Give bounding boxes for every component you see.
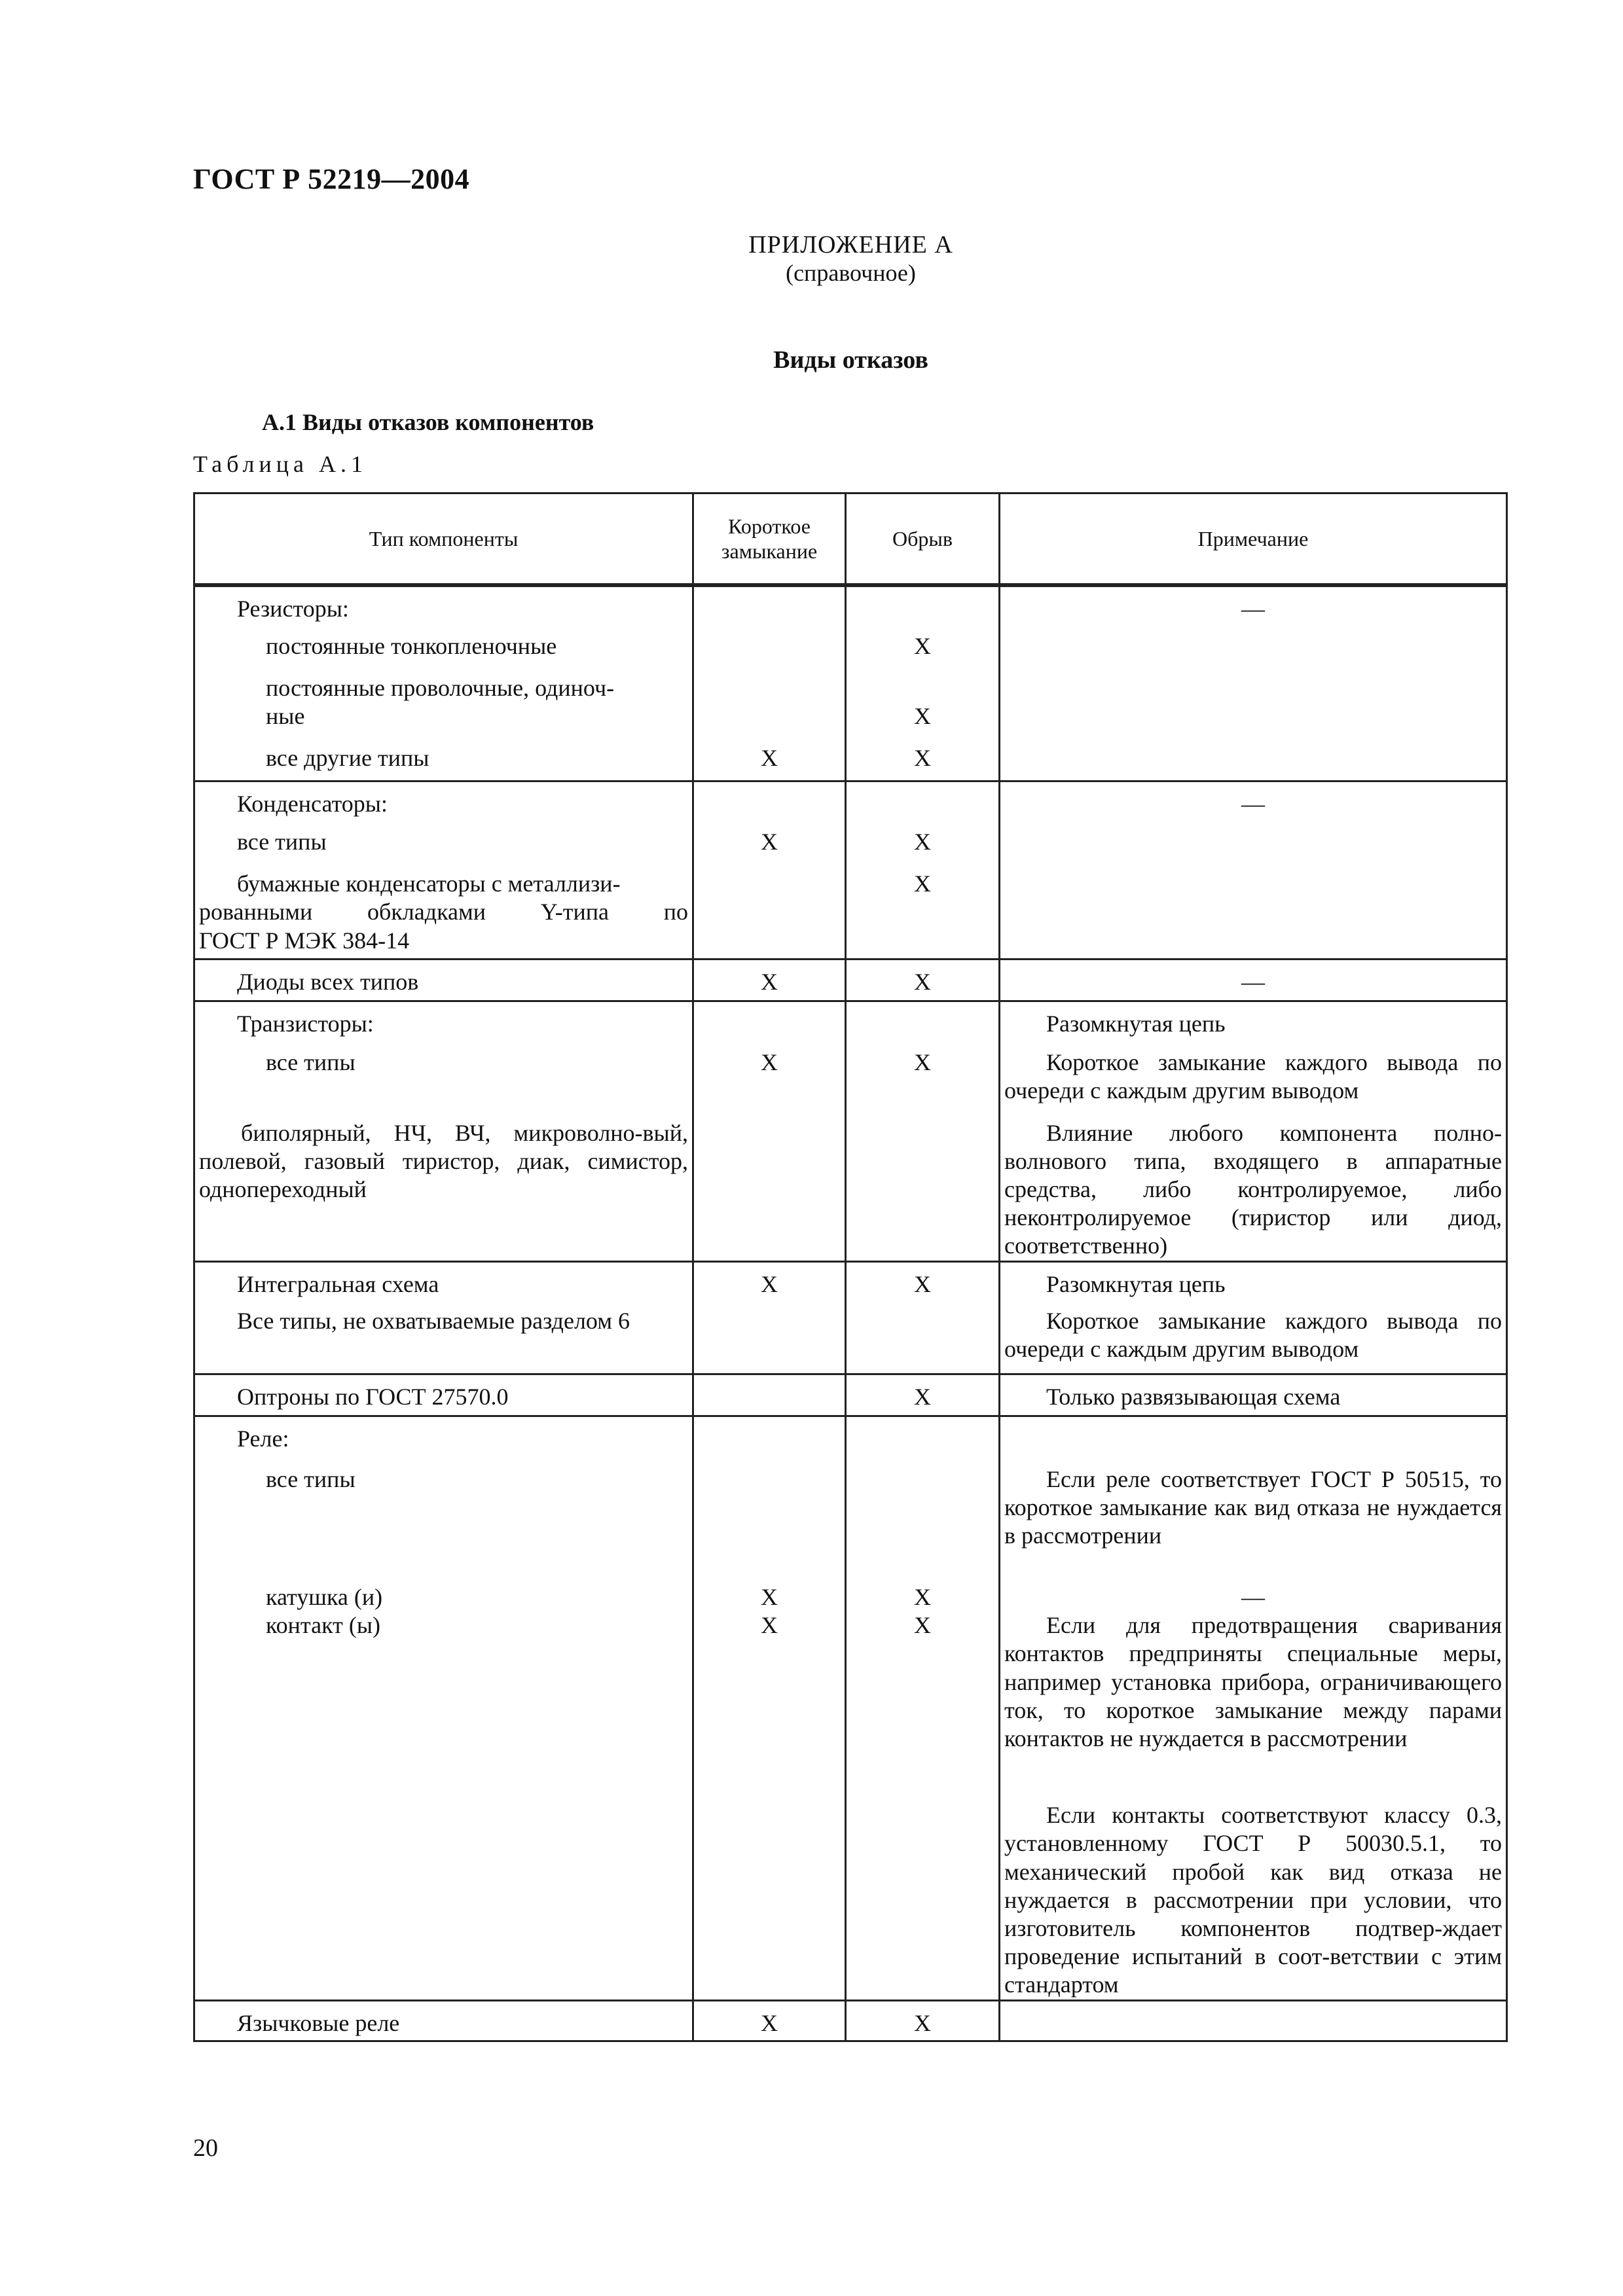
cell-note xyxy=(1000,898,1507,926)
cell-short-circuit xyxy=(693,1416,846,1459)
cell-note: Разомкнутая цепь xyxy=(1000,1261,1507,1302)
cell-short-circuit: X xyxy=(693,960,846,1001)
table-row xyxy=(194,865,1507,898)
cell-note: Если реле соответствует ГОСТ Р 50515, то короткое замыкание как вид отказа не нуждается в рассмотрении xyxy=(1000,1459,1507,1583)
table-row xyxy=(194,1374,1507,1416)
cell-note xyxy=(1000,1416,1507,1459)
cell-short-circuit: X xyxy=(693,1583,846,1611)
cell-note: Только развязывающая схема xyxy=(1000,1374,1507,1416)
cell-short-circuit xyxy=(693,1795,846,2000)
section-title: Виды отказов xyxy=(773,346,928,374)
cell-open-circuit: X xyxy=(846,960,1000,1001)
table-row xyxy=(194,823,1507,865)
cell-component: Язычковые реле xyxy=(194,2000,693,2041)
cell-note xyxy=(1000,585,1507,627)
note-dash: — xyxy=(1241,969,1265,996)
cell-short-circuit xyxy=(693,1107,846,1261)
table-row xyxy=(194,927,1507,960)
cell-open-circuit xyxy=(846,1795,1000,2000)
cell-open-circuit xyxy=(846,1459,1000,1583)
cell-component: Оптроны по ГОСТ 27570.0 xyxy=(194,1374,693,1416)
cell-short-circuit: X xyxy=(693,2000,846,2041)
cell-open-circuit xyxy=(846,1001,1000,1043)
cell-note xyxy=(1000,865,1507,898)
cell-note xyxy=(1000,702,1507,744)
cell-short-circuit xyxy=(693,1302,846,1374)
cell-note: Если контакты соответствуют классу 0.3, установленному ГОСТ Р 50030.5.1, то механический пробой как вид отказа не нуждается в рассмотрении при условии, что изготовитель компонентов подтвер-ждает проведение испытаний в соот-ветствии с этим стандартом xyxy=(1000,1795,1507,2000)
table-row xyxy=(194,1107,1507,1261)
cell-component: Конденсаторы: xyxy=(194,781,693,823)
header-note: Примечание xyxy=(1000,493,1507,586)
cell-short-circuit xyxy=(693,585,846,627)
appendix-subtitle: (справочное) xyxy=(786,260,916,286)
table-row xyxy=(194,1302,1507,1374)
cell-component: Резисторы: xyxy=(194,585,693,627)
failure-modes-table xyxy=(193,492,1508,2042)
cell-component: Транзисторы: xyxy=(194,1001,693,1043)
cell-component: катушка (и) xyxy=(194,1583,693,1611)
cell-short-circuit: X xyxy=(693,744,846,781)
cell-open-circuit xyxy=(846,1302,1000,1374)
cell-open-circuit xyxy=(846,927,1000,960)
cell-component: Интегральная схема xyxy=(194,1261,693,1302)
cell-open-circuit: X xyxy=(846,1374,1000,1416)
cell-open-circuit: X xyxy=(846,823,1000,865)
cell-component: ГОСТ Р МЭК 384-14 xyxy=(194,927,693,960)
cell-component: все типы xyxy=(194,823,693,865)
cell-note xyxy=(1000,927,1507,960)
cell-component: все типы xyxy=(194,1459,693,1583)
cell-note xyxy=(1000,2000,1507,2041)
page-number: 20 xyxy=(193,2134,218,2162)
cell-open-circuit xyxy=(846,669,1000,702)
cell-short-circuit xyxy=(693,1001,846,1043)
table-row xyxy=(194,1001,1507,1043)
table-row xyxy=(194,1043,1507,1107)
cell-component: все типы xyxy=(194,1043,693,1107)
cell-short-circuit: X xyxy=(693,1261,846,1302)
cell-component: постоянные проволочные, одиноч- xyxy=(194,669,693,702)
cell-component: биполярный, НЧ, ВЧ, микроволно-вый, полевой, газовый тиристор, диак, симистор, однопереходный xyxy=(194,1107,693,1261)
header-short-circuit-line1: Короткое xyxy=(728,514,811,538)
cell-short-circuit xyxy=(693,927,846,960)
header-open-circuit: Обрыв xyxy=(846,493,1000,586)
cell-open-circuit xyxy=(846,898,1000,926)
table-row xyxy=(194,1611,1507,1795)
table-row xyxy=(194,744,1507,781)
cell-short-circuit: X xyxy=(693,1043,846,1107)
header-short-circuit-line2: замыкание xyxy=(721,539,818,563)
table-row xyxy=(194,898,1507,926)
cell-short-circuit xyxy=(693,898,846,926)
table-row xyxy=(194,585,1507,627)
cell-short-circuit: X xyxy=(693,1611,846,1795)
table-row xyxy=(194,1261,1507,1302)
cell-open-circuit xyxy=(846,1107,1000,1261)
cell-note xyxy=(1000,781,1507,823)
cell-component xyxy=(194,1795,693,2000)
cell-note xyxy=(1000,960,1507,1001)
cell-open-circuit: X xyxy=(846,1043,1000,1107)
cell-open-circuit xyxy=(846,781,1000,823)
appendix-title: ПРИЛОЖЕНИЕ А xyxy=(748,231,953,259)
cell-short-circuit xyxy=(693,1374,846,1416)
note-dash: — xyxy=(1241,596,1265,622)
cell-component: ные xyxy=(194,702,693,744)
table-row xyxy=(194,960,1507,1001)
cell-note: Короткое замыкание каждого вывода по очереди с каждым другим выводом xyxy=(1000,1302,1507,1374)
table-caption: Таблица А.1 xyxy=(193,451,367,477)
cell-open-circuit: X xyxy=(846,1611,1000,1795)
table-row xyxy=(194,1795,1507,2000)
cell-component: рованными обкладками Y-типа по xyxy=(194,898,693,926)
cell-short-circuit xyxy=(693,865,846,898)
header-short-circuit xyxy=(693,493,846,586)
table-row xyxy=(194,627,1507,669)
cell-open-circuit: X xyxy=(846,702,1000,744)
cell-short-circuit: X xyxy=(693,823,846,865)
table-row xyxy=(194,2000,1507,2041)
cell-open-circuit xyxy=(846,1416,1000,1459)
table-row xyxy=(194,1416,1507,1459)
cell-note: Если для предотвращения сваривания контактов предприняты специальные меры, например установка прибора, ограничивающего ток, то короткое замыкание между парами контактов не нуждается в рассмотрении xyxy=(1000,1611,1507,1795)
cell-note: Разомкнутая цепь xyxy=(1000,1001,1507,1043)
subsection-title: A.1 Виды отказов компонентов xyxy=(262,409,594,435)
cell-component: все другие типы xyxy=(194,744,693,781)
cell-open-circuit: X xyxy=(846,744,1000,781)
cell-open-circuit: X xyxy=(846,1583,1000,1611)
table-row xyxy=(194,781,1507,823)
cell-component: бумажные конденсаторы с металлизи- xyxy=(194,865,693,898)
table-row xyxy=(194,1459,1507,1583)
cell-note: Короткое замыкание каждого вывода по очереди с каждым другим выводом xyxy=(1000,1043,1507,1107)
cell-note: Влияние любого компонента полно-волнового типа, входящего в аппаратные средства, либо контролируемое, либо неконтролируемое (тиристор или диод, соответственно) xyxy=(1000,1107,1507,1261)
cell-open-circuit: X xyxy=(846,1261,1000,1302)
cell-component: контакт (ы) xyxy=(194,1611,693,1795)
cell-short-circuit xyxy=(693,1459,846,1583)
cell-note xyxy=(1000,744,1507,781)
cell-component: постоянные тонкопленочные xyxy=(194,627,693,669)
note-dash: — xyxy=(1241,1584,1265,1610)
table-row xyxy=(194,702,1507,744)
table-row xyxy=(194,669,1507,702)
table-row xyxy=(194,1583,1507,1611)
header-component-type: Тип компоненты xyxy=(194,493,693,586)
cell-note xyxy=(1000,1583,1507,1611)
cell-component: Реле: xyxy=(194,1416,693,1459)
cell-short-circuit xyxy=(693,627,846,669)
cell-note xyxy=(1000,823,1507,865)
table-header-row xyxy=(194,493,1507,586)
cell-note xyxy=(1000,669,1507,702)
cell-open-circuit: X xyxy=(846,865,1000,898)
cell-note xyxy=(1000,627,1507,669)
cell-short-circuit xyxy=(693,702,846,744)
cell-component: Диоды всех типов xyxy=(194,960,693,1001)
note-dash: — xyxy=(1241,790,1265,817)
cell-open-circuit: X xyxy=(846,627,1000,669)
cell-short-circuit xyxy=(693,669,846,702)
document-id: ГОСТ Р 52219—2004 xyxy=(193,163,470,195)
cell-short-circuit xyxy=(693,781,846,823)
cell-component: Все типы, не охватываемые разделом 6 xyxy=(194,1302,693,1374)
cell-open-circuit: X xyxy=(846,2000,1000,2041)
cell-open-circuit xyxy=(846,585,1000,627)
